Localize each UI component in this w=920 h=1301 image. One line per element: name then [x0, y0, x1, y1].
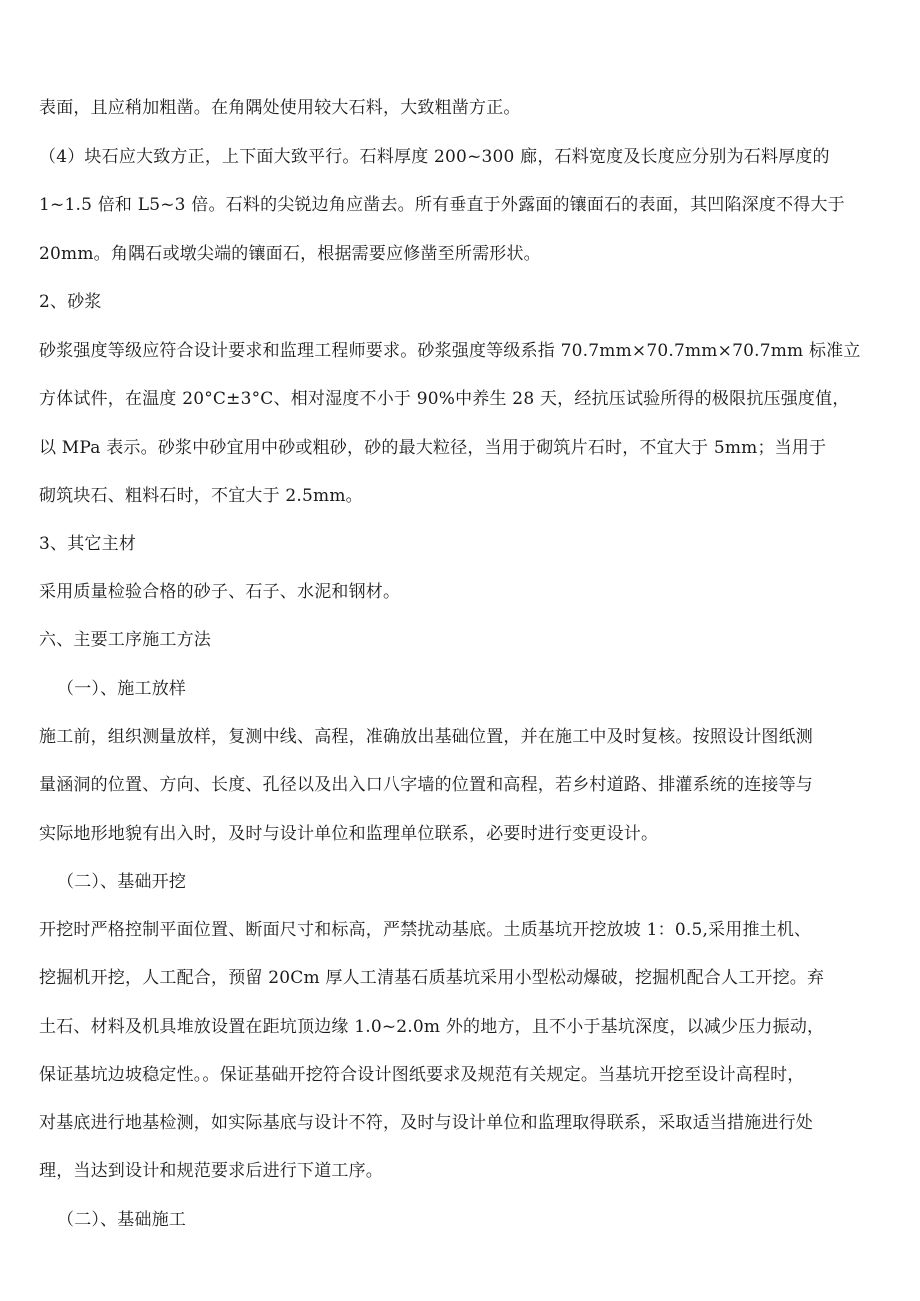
- paragraph-line: 20mm。角隅石或墩尖端的镶面石，根据需要应修凿至所需形状。: [39, 244, 541, 264]
- paragraph-line: 砂浆强度等级应符合设计要求和监理工程师要求。砂浆强度等级系指 70.7mm×70.7mm×70.7mm 标准立: [39, 341, 861, 361]
- paragraph-line: 1~1.5 倍和 L5~3 倍。石料的尖锐边角应凿去。所有垂直于外露面的镶面石的表面，其凹陷深度不得大于: [39, 195, 845, 215]
- section-heading: 六、主要工序施工方法: [39, 630, 211, 650]
- paragraph-line: 表面，且应稍加粗凿。在角隅处使用较大石料，大致粗凿方正。: [39, 98, 521, 118]
- paragraph-line: 以 MPa 表示。砂浆中砂宜用中砂或粗砂，砂的最大粒径，当用于砌筑片石时，不宜大于 5mm；当用于: [39, 438, 827, 458]
- subsection-heading: （一）、施工放样: [57, 679, 187, 699]
- paragraph-line: 采用质量检验合格的砂子、石子、水泥和钢材。: [39, 582, 401, 602]
- paragraph-line: 对基底进行地基检测，如实际基底与设计不符，及时与设计单位和监理取得联系，采取适当措施进行处: [39, 1113, 813, 1133]
- subsection-heading: （二）、基础开挖: [57, 872, 187, 892]
- paragraph-line: 挖掘机开挖，人工配合，预留 20Cm 厚人工清基石质基坑采用小型松动爆破，挖掘机配合人工开挖。弃: [39, 968, 825, 988]
- section-heading: 2、砂浆: [39, 292, 102, 312]
- paragraph-line: 量涵洞的位置、方向、长度、孔径以及出入口八字墙的位置和高程，若乡村道路、排灌系统的连接等与: [39, 775, 813, 795]
- paragraph-line: 方体试件，在温度 20°C±3°C、相对湿度不小于 90%中养生 28 天，经抗压试验所得的极限抗压强度值，: [39, 389, 850, 409]
- paragraph-line: 保证基坑边坡稳定性。。保证基础开挖符合设计图纸要求及规范有关规定。当基坑开挖至设计高程时，: [39, 1065, 805, 1085]
- paragraph-line: 砌筑块石、粗料石时，不宜大于 2.5mm。: [39, 486, 363, 506]
- paragraph-line: 土石、材料及机具堆放设置在距坑顶边缘 1.0~2.0m 外的地方，且不小于基坑深度，以减少压力振动，: [39, 1017, 825, 1037]
- paragraph-line: 实际地形地貌有出入时，及时与设计单位和监理单位联系，必要时进行变更设计。: [39, 824, 659, 844]
- paragraph-line: 开挖时严格控制平面位置、断面尺寸和标高，严禁扰动基底。土质基坑开挖放坡 1：0.5,采用推土机、: [39, 920, 812, 940]
- subsection-heading: （二）、基础施工: [57, 1210, 187, 1230]
- section-heading: 3、其它主材: [39, 534, 137, 554]
- paragraph-line: 理，当达到设计和规范要求后进行下道工序。: [39, 1161, 383, 1181]
- paragraph-line: （4）块石应大致方正，上下面大致平行。石料厚度 200~300 廊，石料宽度及长度应分别为石料厚度的: [39, 147, 830, 167]
- paragraph-line: 施工前，组织测量放样，复测中线、高程，准确放出基础位置，并在施工中及时复核。按照设计图纸测: [39, 727, 813, 747]
